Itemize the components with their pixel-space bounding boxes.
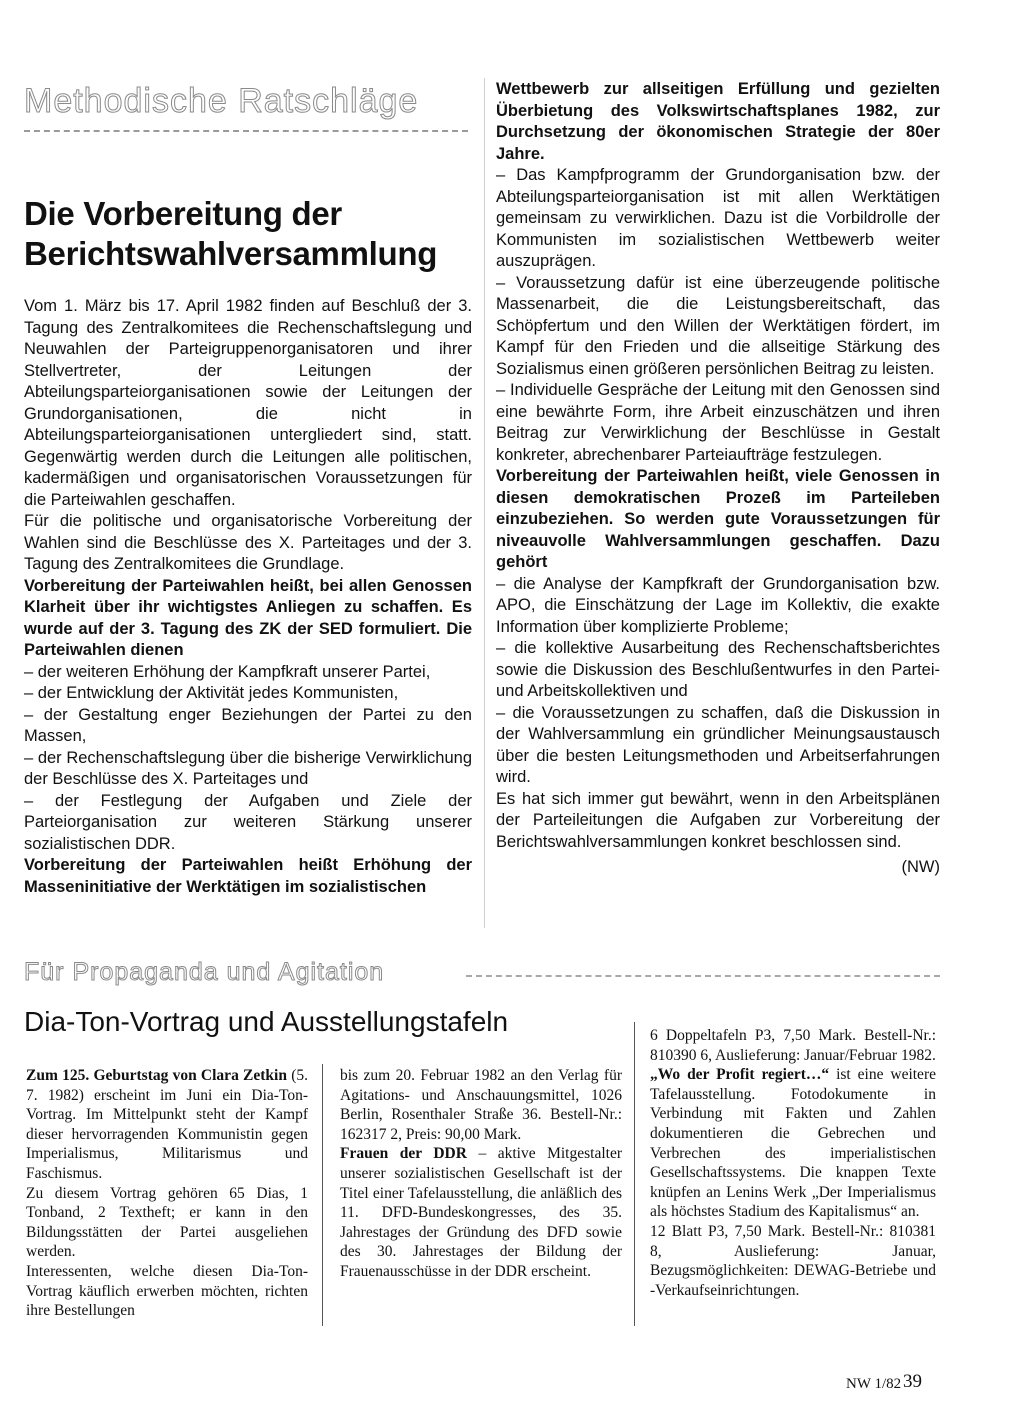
paragraph: – Das Kampfprogramm der Grundorganisation bzw. der Abteilungsparteiorganisation ist mit allen Werktätigen gemeinsam zu verwirklichen. Dazu ist die Vorbildrolle der Kommunisten im sozialistischen Wettbewerb weiter auszuprägen. bbox=[496, 166, 940, 270]
page-number: 39 bbox=[903, 1371, 922, 1392]
paragraph: – der Gestaltung enger Beziehungen der Partei zu den Massen, bbox=[24, 705, 472, 745]
article-title: Die Vorbereitung der Berichtswahlversammlung bbox=[24, 195, 438, 272]
paragraph: – Individuelle Gespräche der Leitung mit den Genossen sind eine bewährte Form, ihre Arbeit einzuschätzen und ihren Beitrag zur Verwirklichung der Beschlüsse in Gestalt konkreter, abrechenbarer Parteiaufträge festzulegen. bbox=[496, 381, 940, 464]
text-run: 6 Doppeltafeln P3, 7,50 Mark. Bestell-Nr.: 810390 6, Auslieferung: Januar/Februar 1982. bbox=[650, 1027, 936, 1064]
article2-column-1 bbox=[26, 1066, 308, 1321]
section-rule-2 bbox=[466, 975, 940, 977]
paragraph bbox=[340, 1144, 622, 1281]
paragraph bbox=[650, 1222, 936, 1300]
paragraph bbox=[340, 1066, 622, 1144]
section-header: Methodische Ratschläge bbox=[24, 82, 419, 120]
article2-title: Dia-Ton-Vortrag und Ausstellungstafeln bbox=[24, 1006, 509, 1037]
article2-column-2 bbox=[340, 1066, 622, 1282]
paragraph: Vom 1. März bis 17. April 1982 finden auf Beschluß der 3. Tagung des Zentralkomitees die Rechenschaftslegung und Neuwahlen der Parteigruppenorganisatoren und ihrer Stellvertreter, der Leitungen der Abteilungsparteiorganisationen sowie der Leitungen der Grundorganisationen, die nicht in Abteilungsparteiorganisationen untergliedert sind, statt. Gegenwärtig werden durch die Leitungen alle politischen, kadermäßigen und organisatorischen Voraussetzungen für die Parteiwahlen geschaffen. bbox=[24, 297, 472, 509]
bold-run: Frauen der DDR bbox=[340, 1145, 467, 1163]
column-divider bbox=[322, 1064, 323, 1326]
paragraph: Vorbereitung der Parteiwahlen heißt Erhöhung der Masseninitiative der Werktätigen im sozialistischen bbox=[24, 856, 472, 896]
paragraph: – der Entwicklung der Aktivität jedes Kommunisten, bbox=[24, 684, 399, 702]
paragraph: Für die politische und organisatorische Vorbereitung der Wahlen sind die Beschlüsse des X. Parteitages und der 3. Tagung des Zentralkomitees die Grundlage. bbox=[24, 512, 472, 573]
paragraph bbox=[26, 1262, 308, 1321]
article-column-right bbox=[496, 79, 940, 879]
paragraph: – Voraussetzung dafür ist eine überzeugende politische Massenarbeit, die die Leistungsbereitschaft, das Schöpfertum und den Willen der Werktätigen fördert, im Kampf für den Frieden und die allseitige Stärkung des Sozialismus einen größeren persönlichen Beitrag zu leisten. bbox=[496, 273, 940, 378]
paragraph bbox=[26, 1066, 308, 1184]
paragraph: – die kollektive Ausarbeitung des Rechenschaftsberichtes sowie die Diskussion des Beschlußentwurfes in den Partei- und Arbeitskollektiven und bbox=[496, 639, 940, 700]
paragraph bbox=[26, 1184, 308, 1262]
text-run: – aktive Mitgestalter unserer sozialistischen Gesellschaft ist der Titel einer Tafelausstellung, die anläßlich des 11. DFD-Bundeskongresses, des 35. Jahrestages der Gründung des DFD sowie des 30. Jahrestages der Bildung der Frauenausschüsse in der DDR erscheint. bbox=[340, 1145, 622, 1280]
paragraph bbox=[650, 1026, 936, 1065]
paragraph: Vorbereitung der Parteiwahlen heißt, bei allen Genossen Klarheit über ihr wichtigstes Anliegen zu schaffen. Es wurde auf der 3. Tagung des ZK der SED formuliert. Die Parteiwahlen dienen bbox=[24, 576, 472, 659]
bold-run: Zum 125. Geburtstag von Clara Zetkin bbox=[26, 1067, 287, 1084]
section-rule bbox=[24, 130, 468, 132]
column-divider bbox=[634, 1022, 635, 1326]
paragraph bbox=[650, 1065, 936, 1222]
paragraph: – die Analyse der Kampfkraft der Grundorganisation bzw. APO, die Einschätzung der Lage im Kollektiv, die exakte Information über komplizierte Probleme; bbox=[496, 574, 940, 636]
paragraph: – der Festlegung der Aufgaben und Ziele der Parteiorganisation zur weiteren Stärkung unserer sozialistischen DDR. bbox=[24, 791, 472, 853]
column-separator bbox=[484, 78, 485, 928]
article2-column-3 bbox=[650, 1026, 936, 1300]
article-column-left bbox=[24, 296, 472, 898]
bold-run: „Wo der Profit regiert…“ bbox=[650, 1066, 830, 1084]
text-run: (5. 7. 1982) erscheint im Juni ein Dia-Ton-Vortrag. Im Mittelpunkt steht der Kampf dieser hervorragenden Kommunistin gegen Imperialismus, Militarismus und Faschismus. bbox=[26, 1067, 308, 1182]
author-signature: (NW) bbox=[901, 858, 940, 876]
paragraph: Vorbereitung der Parteiwahlen heißt, viele Genossen in diesen demokratischen Prozeß im Parteileben einzubeziehen. So werden gute Voraussetzungen für niveauvolle Wahlversammlungen geschaffen. Dazu gehört bbox=[496, 467, 940, 571]
paragraph: – der weiteren Erhöhung der Kampfkraft unserer Partei, bbox=[24, 662, 431, 681]
paragraph: – die Voraussetzungen zu schaffen, daß die Diskussion in der Wahlversammlung ein gründlicher Meinungsaustausch über die besten Leitungsmethoden und Arbeitserfahrungen wird. bbox=[496, 703, 940, 786]
text-run: Zu diesem Vortrag gehören 65 Dias, 1 Tonband, 2 Textheft; er kann in den Bildungsstätten der Partei ausgeliehen werden. bbox=[26, 1184, 308, 1261]
paragraph: Wettbewerb zur allseitigen Erfüllung und gezielten Überbietung des Volkswirtschaftsplanes 1982, zur Durchsetzung der ökonomischen Strategie der 80er Jahre. bbox=[496, 80, 940, 163]
text-run: bis zum 20. Februar 1982 an den Verlag für Agitations- und Anschauungsmittel, 1026 Berlin, Rosenthaler Straße 36. Bestell-Nr.: 162317 2, Preis: 90,00 Mark. bbox=[340, 1067, 622, 1143]
text-run: Interessenten, welche diesen Dia-Ton-Vortrag käuflich erwerben möchten, richten ihre Bestellungen bbox=[26, 1262, 308, 1320]
text-run: ist eine weitere Tafelausstellung. Fotodokumente in Verbindung mit Fakten und Zahlen dokumentieren die Gebrechen und Verbrechen des imperialistischen Gesellschaftssystems. Die knappen Texte knüpfen an Lenins Werk „Der Imperialismus als höchstes Stadium des Kapitalismus“ an. bbox=[650, 1066, 936, 1221]
paragraph: – der Rechenschaftslegung über die bisherige Verwirklichung der Beschlüsse des X. Parteitages und bbox=[24, 748, 472, 788]
section-header-2: Für Propaganda und Agitation bbox=[24, 958, 385, 986]
issue-reference: NW 1/82 bbox=[846, 1376, 902, 1392]
text-run: 12 Blatt P3, 7,50 Mark. Bestell-Nr.: 810381 8, Auslieferung: Januar, Bezugsmöglichkeiten: DEWAG-Betriebe und -Verkaufseinrichtungen. bbox=[650, 1222, 936, 1299]
paragraph: Es hat sich immer gut bewährt, wenn in den Arbeitsplänen der Parteileitungen die Aufgaben zur Vorbereitung der Berichtswahlversammlungen konkret beschlossen sind. bbox=[496, 789, 940, 851]
